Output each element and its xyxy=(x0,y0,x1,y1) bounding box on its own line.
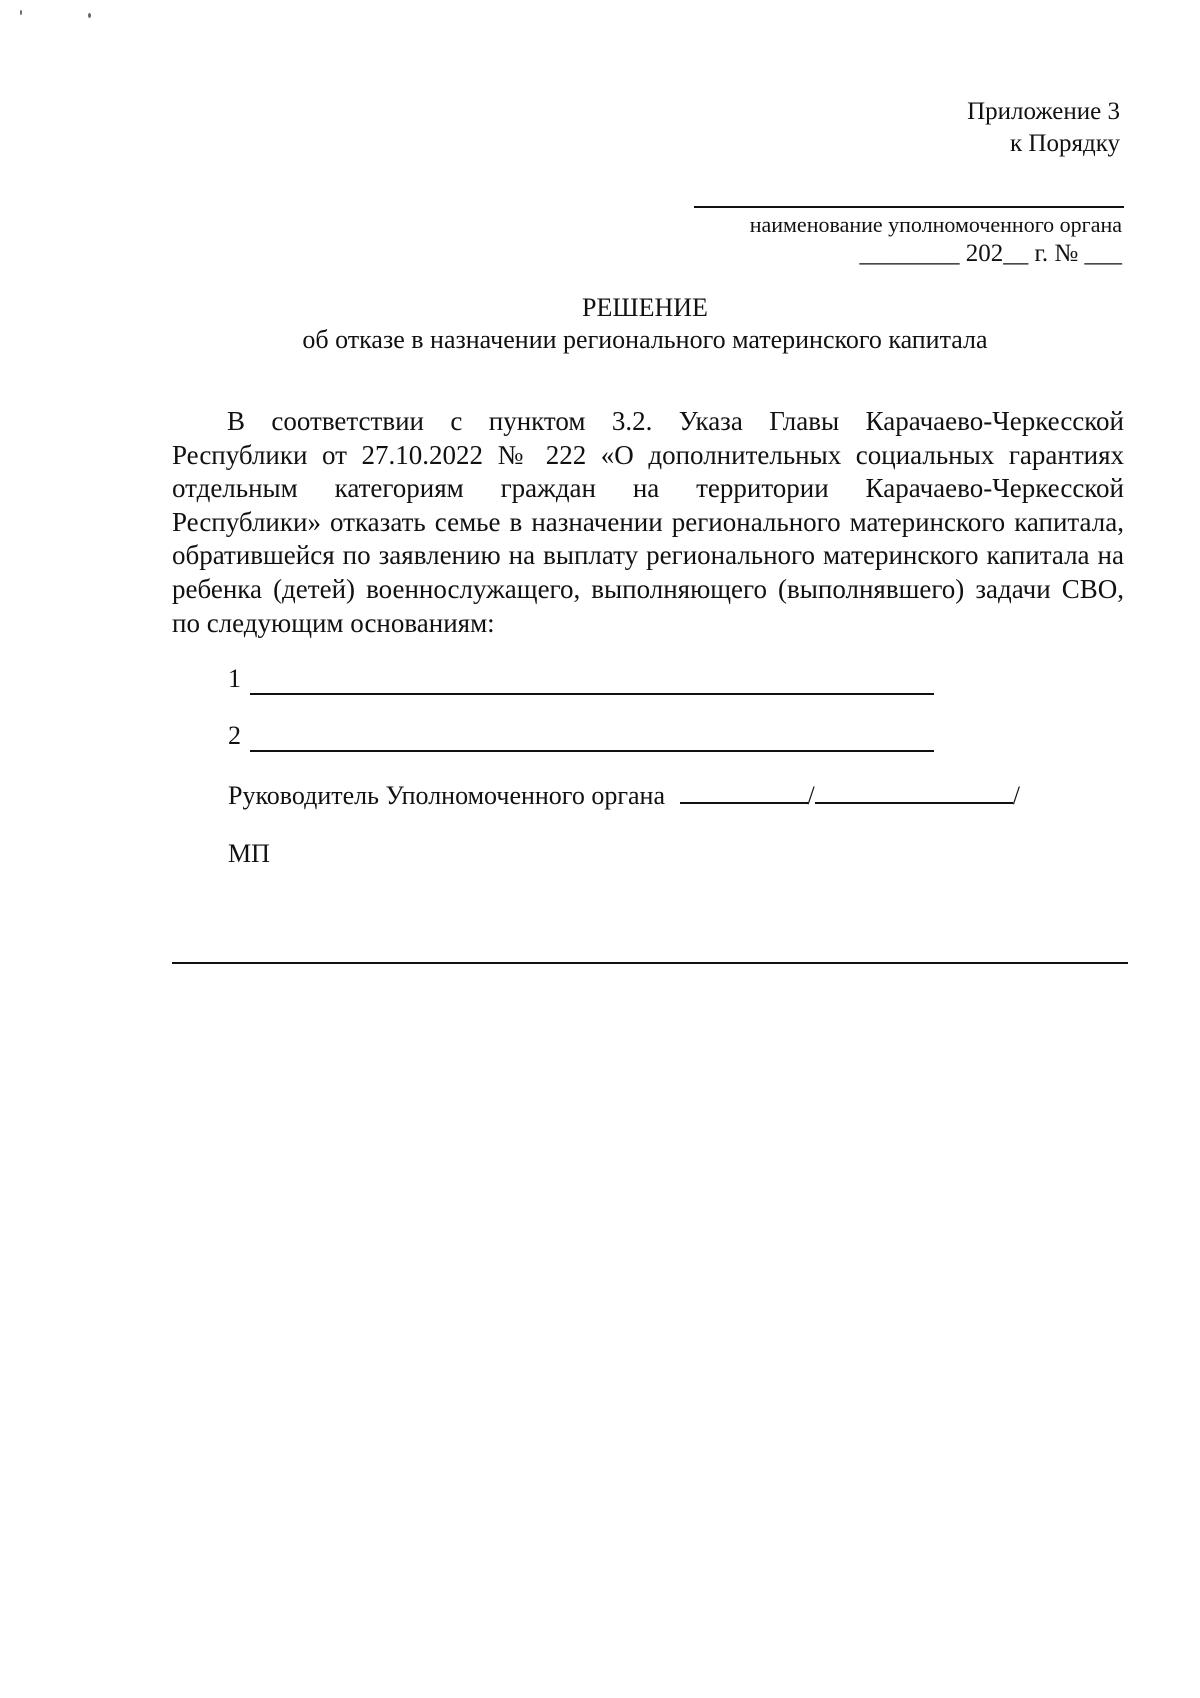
signature-line xyxy=(228,778,1020,812)
scan-speck xyxy=(20,10,22,15)
signature-label: Руководитель Уполномоченного органа xyxy=(228,781,665,810)
appendix-label xyxy=(720,96,1120,160)
signature-separator-end: / xyxy=(1012,781,1020,810)
signature-blank xyxy=(680,778,808,804)
stamp-placeholder: МП xyxy=(228,839,270,868)
authority-caption: наименование уполномоченного органа xyxy=(749,212,1122,237)
document-subtitle: об отказе в назначении регионального материнского капитала xyxy=(302,325,988,354)
ground-fill-line xyxy=(250,693,934,695)
scan-speck xyxy=(88,13,91,18)
appendix-reference: к Порядку xyxy=(1010,130,1120,157)
date-number-line: ________ 202__ г. № ___ xyxy=(859,240,1122,267)
name-blank xyxy=(815,778,1013,804)
ground-fill-line xyxy=(250,750,934,752)
appendix-number: Приложение 3 xyxy=(967,98,1120,125)
bottom-divider xyxy=(172,962,1128,964)
ground-number: 1 xyxy=(228,664,241,693)
signature-separator: / xyxy=(807,781,815,810)
decision-paragraph: В соответствии с пунктом 3.2. Указа Главы Карачаево-Черкесской Республики от 27.10.2022 № 222 «О дополнительных социальных гарантиях отдельным категориям граждан на территории Карачаево-Черкесской Республики» отказать семье в назначении регионального материнского капитала, обратившейся по заявлению на выплату регионального материнского капитала на ребенка (детей) военнослужащего, выполняющего (выполнявшего) задачи СВО, по следующим основаниям: xyxy=(172,406,1124,638)
ground-number: 2 xyxy=(228,721,241,750)
authority-name-line xyxy=(694,206,1124,208)
document-title: РЕШЕНИЕ xyxy=(582,293,708,322)
